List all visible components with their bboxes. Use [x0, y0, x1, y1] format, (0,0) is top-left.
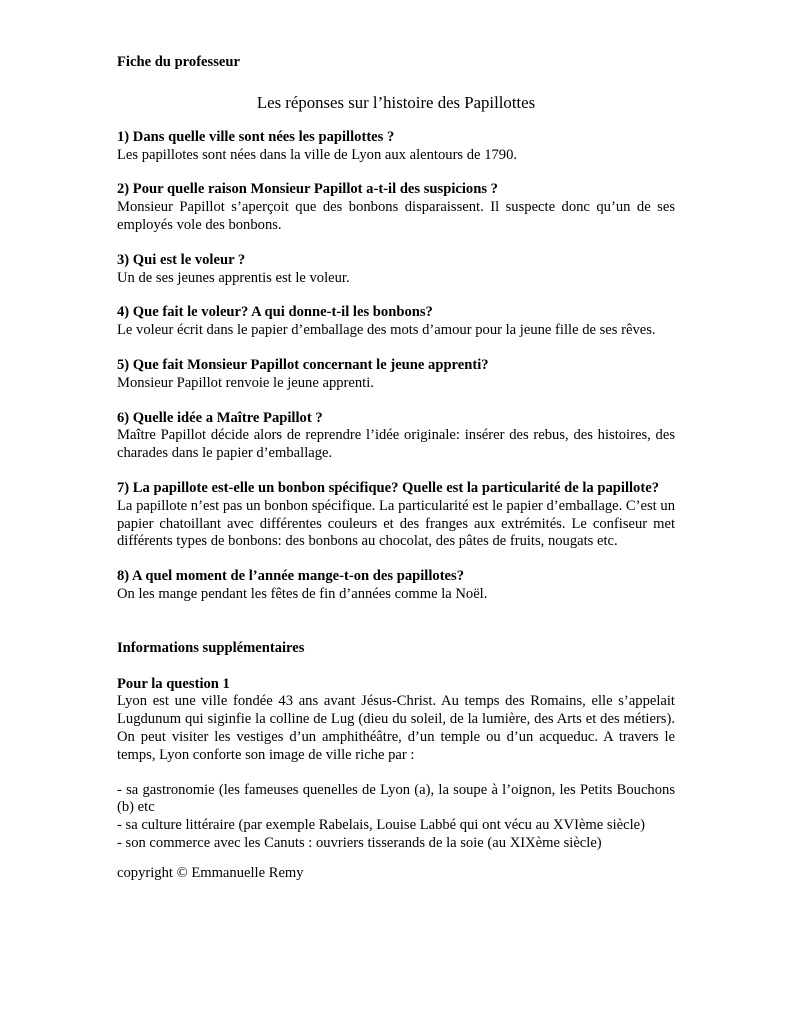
- question-2: 2) Pour quelle raison Monsieur Papillot a-t-il des suspicions ?: [117, 181, 498, 198]
- copyright-notice: copyright © Emmanuelle Remy: [117, 864, 304, 881]
- answer-8: On les mange pendant les fêtes de fin d’années comme la Noël.: [117, 585, 488, 602]
- question-block-4: [117, 304, 675, 340]
- question-3: 3) Qui est le voleur ?: [117, 251, 246, 268]
- question-block-3: [117, 252, 675, 288]
- question-block-2: [117, 181, 675, 234]
- info-subtitle: Pour la question 1: [117, 675, 230, 692]
- list-item: - son commerce avec les Canuts : ouvriers tisserands de la soie (au XIXème siècle): [117, 834, 602, 851]
- answer-3: Un de ses jeunes apprentis est le voleur.: [117, 269, 350, 286]
- question-block-8: [117, 568, 675, 604]
- document-title: Les réponses sur l’histoire des Papillottes: [256, 92, 536, 112]
- answer-1: Les papillotes sont nées dans la ville de Lyon aux alentours de 1790.: [117, 146, 518, 163]
- question-7: 7) La papillote est-elle un bonbon spécifique? Quelle est la particularité de la papillote?: [117, 479, 659, 496]
- document-header: Fiche du professeur: [117, 54, 240, 70]
- question-5: 5) Que fait Monsieur Papillot concernant le jeune apprenti?: [117, 356, 489, 373]
- question-block-5: [117, 357, 675, 393]
- question-8: 8) A quel moment de l’année mange-t-on des papillotes?: [117, 568, 465, 585]
- info-paragraph: Lyon est une ville fondée 43 ans avant Jésus-Christ. Au temps des Romains, elle s’appelait Lugdunum qui siginfie la colline de Lug (dieu du soleil, de la lumière, des Arts et des métiers). On peut visiter les vestiges d’un amphithéâtre, d’un temple ou d’un acqueduc. A travers le temps, Lyon conforte son image de ville riche par :: [117, 693, 675, 763]
- question-block-6: [117, 410, 675, 463]
- question-4: 4) Que fait le voleur? A qui donne-t-il les bonbons?: [117, 304, 433, 321]
- question-block-7: [117, 480, 675, 551]
- question-block-1: [117, 129, 675, 165]
- list-item: - sa gastronomie (les fameuses quenelles de Lyon (a), la soupe à l’oignon, les Petits Bouchons (b) etc: [117, 781, 675, 816]
- answer-5: Monsieur Papillot renvoie le jeune apprenti.: [117, 374, 374, 391]
- answer-6: Maître Papillot décide alors de reprendre l’idée originale: insérer des rebus, des histoires, des charades dans le papier d’emballage.: [117, 427, 675, 462]
- info-section-title: Informations supplémentaires: [117, 639, 305, 656]
- answer-4: Le voleur écrit dans le papier d’emballage des mots d’amour pour la jeune fille de ses rêves.: [117, 322, 656, 339]
- document-page: [117, 54, 675, 883]
- answer-7: La papillote n’est pas un bonbon spécifique. La particularité est le papier d’emballage. C’est un papier chatoillant avec différentes couleurs et des franges aux extrémités. Le confiseur met différents types de bonbons: des bonbons au chocolat, des pâtes de fruits, nougats etc.: [117, 497, 675, 550]
- answer-2: Monsieur Papillot s’aperçoit que des bonbons disparaissent. Il suspecte donc qu’un de ses employés vole des bonbons.: [117, 199, 675, 233]
- question-6: 6) Quelle idée a Maître Papillot ?: [117, 409, 323, 426]
- list-item: - sa culture littéraire (par exemple Rabelais, Louise Labbé qui ont vécu au XVIème siècle): [117, 817, 645, 834]
- info-list: [117, 782, 675, 853]
- question-1: 1) Dans quelle ville sont nées les papillottes ?: [117, 128, 395, 145]
